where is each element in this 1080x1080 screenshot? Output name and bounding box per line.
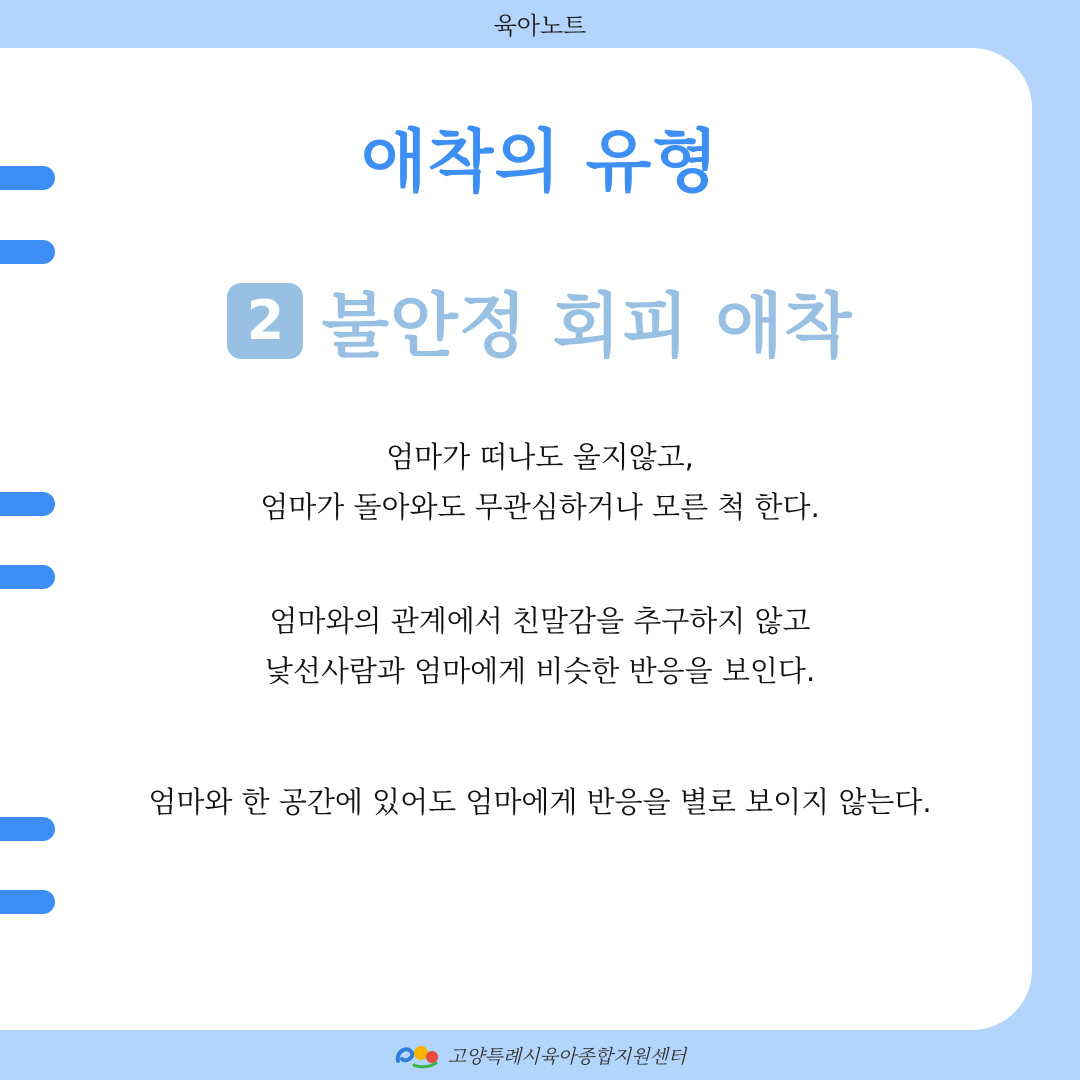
header-title: 육아노트	[493, 12, 587, 40]
subtitle-row	[0, 270, 1080, 371]
description-paragraph	[0, 432, 1080, 532]
center-logo-icon	[394, 1041, 440, 1069]
page-title: 애착의 유형	[360, 123, 720, 202]
ring-tab	[0, 240, 55, 264]
footer	[0, 1030, 1080, 1080]
subtitle: 불안정 회피 애착	[321, 285, 853, 367]
paragraph-line: 엄마가 돌아와도 무관심하거나 모른 척 한다.	[260, 490, 820, 524]
description-paragraph	[0, 596, 1080, 696]
org-name: 고양특례시육아종합지원센터	[447, 1045, 687, 1068]
paragraph-line: 엄마와 한 공간에 있어도 엄마에게 반응을 별로 보이지 않는다.	[148, 785, 932, 819]
paragraph-line: 낯선사람과 엄마에게 비슷한 반응을 보인다.	[264, 654, 816, 688]
description-paragraph	[0, 777, 1080, 827]
ring-tab	[0, 565, 55, 589]
paragraph-line: 엄마가 떠나도 울지않고,	[386, 440, 694, 474]
number-badge: 2	[227, 283, 303, 359]
ring-tab	[0, 890, 55, 914]
paragraph-line: 엄마와의 관계에서 친말감을 추구하지 않고	[269, 604, 811, 638]
